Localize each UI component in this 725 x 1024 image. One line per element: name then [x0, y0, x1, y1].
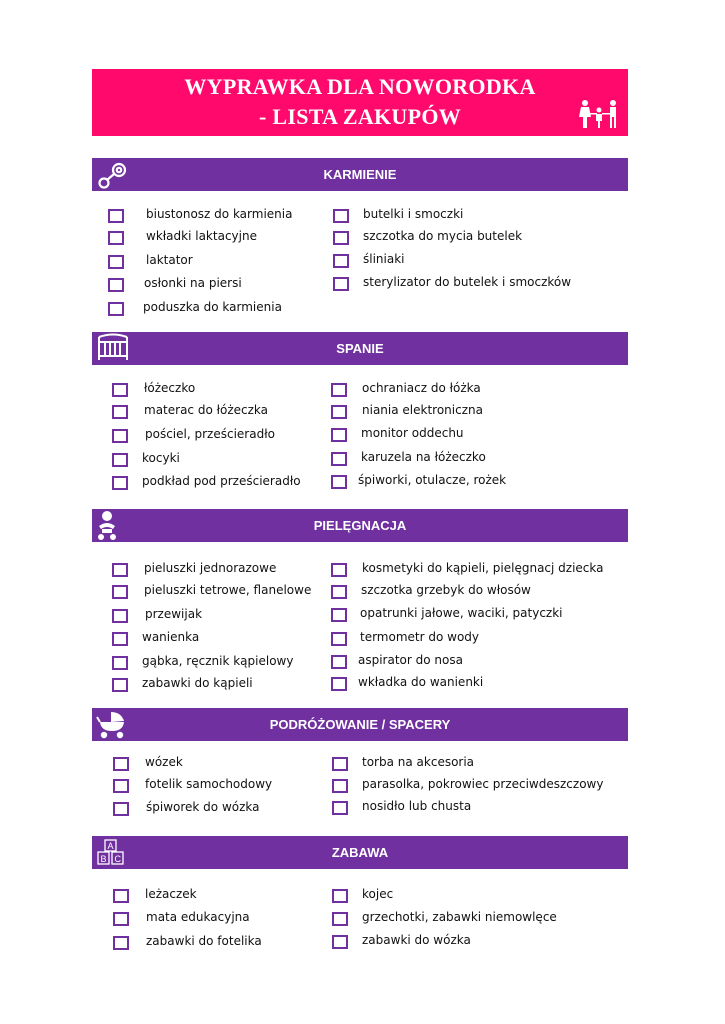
checkbox[interactable] — [333, 254, 349, 268]
checkbox[interactable] — [331, 428, 347, 442]
checkbox[interactable] — [331, 608, 347, 622]
checkbox[interactable] — [112, 383, 128, 397]
item-label: torba na akcesoria — [362, 755, 475, 769]
item-label: karuzela na łóżeczko — [361, 450, 486, 464]
section-header-spanie — [92, 332, 628, 365]
item-label: śpiworek do wózka — [146, 800, 260, 814]
checkbox[interactable] — [112, 656, 128, 670]
checkbox[interactable] — [108, 209, 124, 223]
item-label: gąbka, ręcznik kąpielowy — [142, 654, 294, 668]
checkbox[interactable] — [113, 779, 129, 793]
item-label: biustonosz do karmienia — [146, 207, 293, 221]
checkbox[interactable] — [332, 889, 348, 903]
item-label: fotelik samochodowy — [145, 777, 273, 791]
item-label: pościel, prześcieradło — [145, 427, 275, 441]
item-label: opatrunki jałowe, waciki, patyczki — [360, 606, 563, 620]
item-label: butelki i smoczki — [363, 207, 464, 221]
checkbox[interactable] — [112, 453, 128, 467]
checkbox[interactable] — [331, 383, 347, 397]
checkbox[interactable] — [113, 936, 129, 950]
item-label: mata edukacyjna — [146, 910, 250, 924]
checkbox[interactable] — [108, 278, 124, 292]
section-title: ZABAWA — [331, 845, 389, 860]
checkbox[interactable] — [112, 609, 128, 623]
item-label: grzechotki, zabawki niemowlęce — [362, 910, 557, 924]
svg-text:B: B — [100, 854, 107, 864]
checkbox[interactable] — [108, 231, 124, 245]
section-title: KARMIENIE — [323, 167, 397, 182]
checkbox[interactable] — [108, 302, 124, 316]
item-label: wkładki laktacyjne — [146, 229, 257, 243]
checkbox[interactable] — [112, 429, 128, 443]
item-label: materac do łóżeczka — [144, 403, 269, 417]
checkbox[interactable] — [331, 632, 347, 646]
section-header-karmienie — [92, 158, 628, 191]
checkbox[interactable] — [332, 912, 348, 926]
item-label: pieluszki jednorazowe — [144, 561, 277, 575]
item-label: ochraniacz do łóżka — [362, 381, 481, 395]
item-label: niania elektroniczna — [362, 403, 483, 417]
page-title-line-2: - LISTA ZAKUPÓW — [258, 104, 462, 129]
checkbox[interactable] — [331, 405, 347, 419]
item-label: nosidło lub chusta — [362, 799, 472, 813]
item-label: wózek — [145, 755, 183, 769]
checkbox[interactable] — [112, 632, 128, 646]
checkbox[interactable] — [333, 231, 349, 245]
item-label: podkład pod prześcieradło — [142, 474, 301, 488]
item-label: leżaczek — [145, 887, 197, 901]
item-label: łóżeczko — [144, 381, 196, 395]
item-label: szczotka do mycia butelek — [363, 229, 523, 243]
item-label: parasolka, pokrowiec przeciwdeszczowy — [362, 777, 604, 791]
checkbox[interactable] — [108, 255, 124, 269]
item-label: aspirator do nosa — [358, 653, 463, 667]
section-header-zabawa — [92, 836, 628, 869]
section-title: PODRÓŻOWANIE / SPACERY — [269, 717, 451, 732]
item-label: laktator — [146, 253, 193, 267]
item-label: śpiworki, otulacze, rożek — [358, 473, 507, 487]
item-label: wanienka — [142, 630, 200, 644]
family-icon — [578, 99, 620, 129]
svg-text:A: A — [107, 841, 114, 851]
checkbox[interactable] — [113, 912, 129, 926]
checkbox[interactable] — [331, 585, 347, 599]
checkbox[interactable] — [331, 452, 347, 466]
item-label: szczotka grzebyk do włosów — [361, 583, 531, 597]
item-label: pieluszki tetrowe, flanelowe — [144, 583, 312, 597]
checkbox[interactable] — [332, 779, 348, 793]
checkbox[interactable] — [333, 209, 349, 223]
section-title: PIELĘGNACJA — [313, 518, 407, 533]
item-label: kosmetyki do kąpieli, pielęgnacj dziecka — [362, 561, 604, 575]
checkbox[interactable] — [112, 585, 128, 599]
checkbox[interactable] — [332, 935, 348, 949]
checkbox[interactable] — [332, 801, 348, 815]
item-label: termometr do wody — [360, 630, 480, 644]
item-label: zabawki do fotelika — [146, 934, 262, 948]
checkbox[interactable] — [331, 475, 347, 489]
checkbox[interactable] — [113, 802, 129, 816]
item-label: przewijak — [145, 607, 203, 621]
page-title-line-1: WYPRAWKA DLA NOWORODKA — [184, 74, 536, 99]
item-label: wkładka do wanienki — [358, 675, 484, 689]
title-banner — [92, 69, 628, 136]
svg-text:C: C — [114, 854, 121, 864]
item-label: zabawki do kąpieli — [142, 676, 253, 690]
checkbox[interactable] — [112, 563, 128, 577]
checkbox[interactable] — [331, 655, 347, 669]
checkbox[interactable] — [331, 563, 347, 577]
item-label: sterylizator do butelek i smoczków — [363, 275, 572, 289]
checkbox[interactable] — [112, 476, 128, 490]
checkbox[interactable] — [112, 678, 128, 692]
checkbox[interactable] — [113, 757, 129, 771]
checkbox[interactable] — [113, 889, 129, 903]
section-title: SPANIE — [336, 341, 384, 356]
item-label: kojec — [362, 887, 394, 901]
item-label: śliniaki — [363, 252, 405, 266]
checkbox[interactable] — [331, 677, 347, 691]
item-label: poduszka do karmienia — [143, 300, 282, 314]
item-label: monitor oddechu — [361, 426, 464, 440]
checkbox[interactable] — [333, 277, 349, 291]
checkbox[interactable] — [112, 405, 128, 419]
section-header-pielegnacja — [92, 509, 628, 542]
item-label: zabawki do wózka — [362, 933, 471, 947]
checkbox[interactable] — [332, 757, 348, 771]
item-label: osłonki na piersi — [144, 276, 242, 290]
item-label: kocyki — [142, 451, 180, 465]
section-header-podrozowanie — [92, 708, 628, 741]
